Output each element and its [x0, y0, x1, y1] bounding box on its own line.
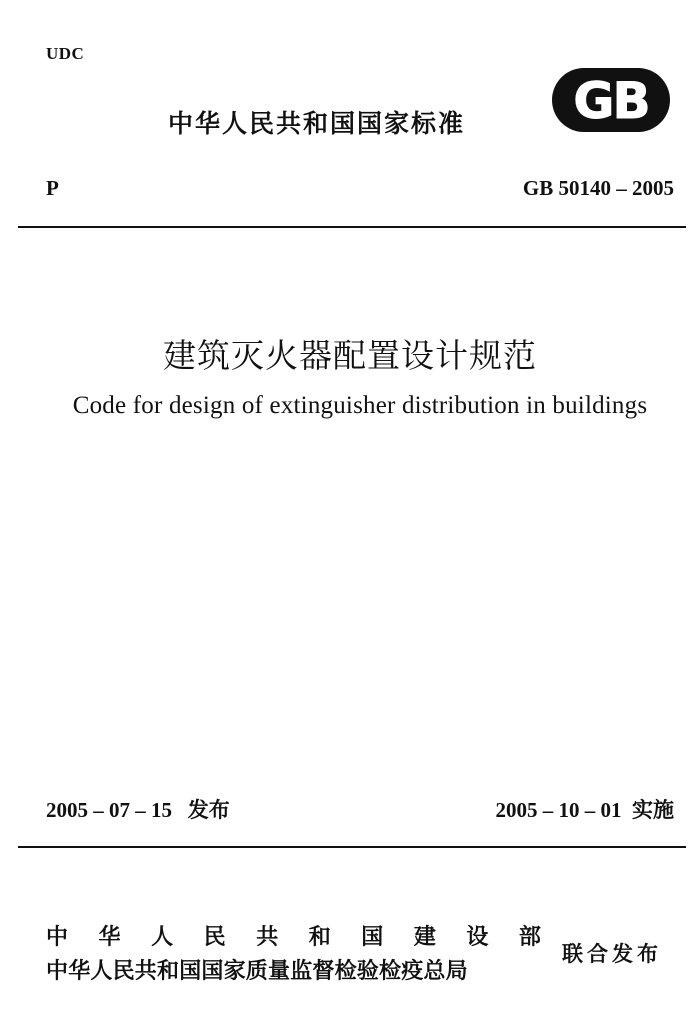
standard-number: GB 50140 – 2005	[522, 176, 674, 200]
issuer-char: 民	[203, 925, 226, 950]
joint-release-label: 联合发布	[562, 942, 662, 966]
title-chinese: 建筑灭火器配置设计规范	[163, 336, 537, 375]
issuer-quality-inspection: 中华人民共和国国家质量监督检验检疫总局	[46, 959, 468, 984]
bottom-divider	[18, 846, 686, 848]
implement-date-block	[496, 794, 675, 824]
issuer-char: 设	[466, 925, 489, 950]
category-code: P	[46, 176, 59, 200]
issuer-char: 共	[256, 925, 279, 950]
issuer-ministry-construction	[46, 920, 541, 951]
gb-logo	[548, 66, 674, 134]
issuer-char: 和	[308, 925, 331, 950]
issue-label: 发布	[187, 798, 230, 822]
implement-date: 2005 – 10 – 01	[495, 798, 622, 822]
issue-date: 2005 – 07 – 15	[46, 798, 172, 822]
issuer-char: 国	[361, 925, 384, 950]
national-standard-heading: 中华人民共和国国家标准	[168, 109, 466, 138]
gb-logo-text: GB	[573, 72, 649, 130]
issuer-char: 人	[151, 925, 174, 950]
issuer-char: 部	[518, 925, 541, 950]
issuer-char: 华	[98, 925, 121, 950]
top-divider	[18, 226, 686, 228]
implement-label: 实施	[632, 798, 674, 822]
udc-label: UDC	[46, 44, 85, 63]
issuer-char: 建	[413, 925, 436, 950]
issue-date-block	[46, 794, 230, 824]
title-english: Code for design of extinguisher distribution in buildings	[72, 392, 648, 419]
issuer-char: 中	[46, 925, 69, 950]
